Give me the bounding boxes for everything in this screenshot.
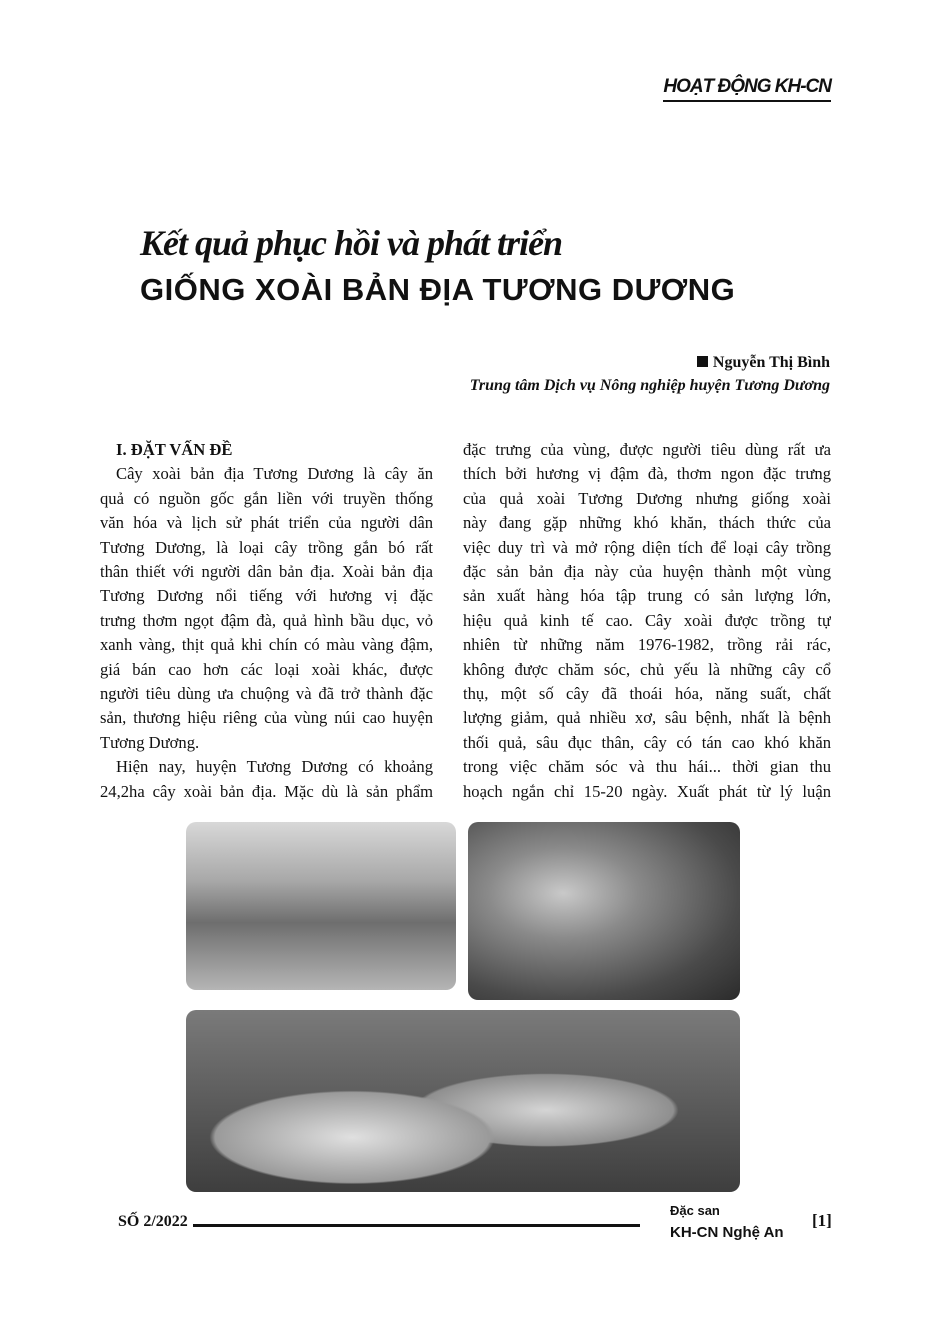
magazine-name-line2: KH-CN Nghệ An: [670, 1224, 784, 1241]
text-line: nhiên từ những năm 1976-1982, trồng rải rác,: [463, 635, 831, 655]
text-line: thối quả, sâu đục thân, cây có tán cao khó khăn: [463, 732, 831, 752]
text-line: không được chăm sóc, chủ yếu là những cây cổ: [463, 659, 831, 679]
section-tag: HOẠT ĐỘNG KH-CN: [663, 76, 831, 102]
magazine-name-line1: Đặc san: [670, 1203, 720, 1218]
text-line: văn hóa và lịch sử phát triển của người dân: [100, 513, 433, 533]
section-heading: I. ĐẶT VẤN ĐỀ: [116, 440, 233, 459]
text-line: hoạch ngắn chỉ 15-20 ngày. Xuất phát từ lý luận: [463, 781, 831, 801]
text-line: 24,2ha cây xoài bản địa. Mặc dù là sản phẩm: [100, 781, 433, 801]
text-line: hiệu quả kinh tế cao. Cây xoài được trồng tự: [463, 610, 831, 630]
text-line: Cây xoài bản địa Tương Dương là cây ăn: [116, 464, 433, 484]
text-line: thân thiết với người dân bản địa. Xoài bản địa: [100, 562, 433, 582]
text-line: việc duy trì và mở rộng diện tích để loại cây trồng: [463, 537, 831, 557]
text-line: giá bán cao hơn các loại xoài khác, được: [100, 659, 433, 679]
bullet-square-icon: [697, 356, 708, 367]
photo-mango-orchard: [186, 822, 456, 990]
left-column: [100, 438, 433, 804]
affiliation: Trung tâm Dịch vụ Nông nghiệp huyện Tương Dương: [469, 377, 830, 394]
text-line: trong việc chăm sóc và thu hái... thời gian thu: [463, 757, 831, 777]
text-line: Tương Dương.: [100, 732, 200, 752]
page-number: [1]: [812, 1211, 832, 1230]
photo-mangoes-in-box: [186, 1010, 740, 1192]
text-line: này đang gặp những khó khăn, thách thức của: [463, 513, 831, 533]
text-line: trưng thơm ngọt đậm đà, quả hình bầu dục, vỏ: [100, 610, 433, 630]
issue-number: SỐ 2/2022: [118, 1213, 188, 1230]
text-line: lượng giảm, quả nhiều xơ, sâu bệnh, nhất là bệnh: [463, 708, 831, 728]
footer-divider: [193, 1224, 640, 1227]
text-line: của quả xoài Tương Dương nhưng giống xoài: [463, 488, 831, 508]
text-line: người tiêu dùng ưa chuộng và đã trở thành đặc: [100, 684, 433, 704]
text-line: đặc trưng của vùng, được người tiêu dùng rất ưa: [463, 440, 831, 459]
text-line: đặc sản bản địa này của huyện thành một vùng: [463, 562, 831, 582]
photo-woman-holding-mangoes: [468, 822, 740, 1000]
author-name: Nguyễn Thị Bình: [712, 354, 830, 371]
text-line: sản, thương hiệu riêng của vùng núi cao huyện: [100, 708, 433, 728]
text-line: Tương Dương, là loại cây trồng gắn bó rất: [100, 537, 433, 557]
article-title-line1: Kết quả phục hồi và phát triển: [140, 223, 563, 263]
text-line: Tương Dương nổi tiếng với hương vị đặc: [100, 586, 433, 606]
text-line: xanh vàng, thịt quả khi chín có màu vàng đậm,: [100, 635, 433, 655]
article-title-line2: GIỐNG XOÀI BẢN ĐỊA TƯƠNG DƯƠNG: [140, 272, 736, 307]
right-column: [463, 438, 831, 804]
text-line: Hiện nay, huyện Tương Dương có khoảng: [116, 757, 433, 777]
text-line: thích bởi hương vị đậm đà, thơm ngon đặc trưng: [463, 464, 831, 484]
author: [697, 354, 830, 372]
text-line: sản xuất hàng hóa tập trung có sản lượng lớn,: [463, 586, 831, 606]
text-line: quả có nguồn gốc gắn liền với truyền thống: [100, 488, 433, 508]
text-line: thụ, một số cây đã thoái hóa, năng suất, chất: [463, 684, 831, 704]
